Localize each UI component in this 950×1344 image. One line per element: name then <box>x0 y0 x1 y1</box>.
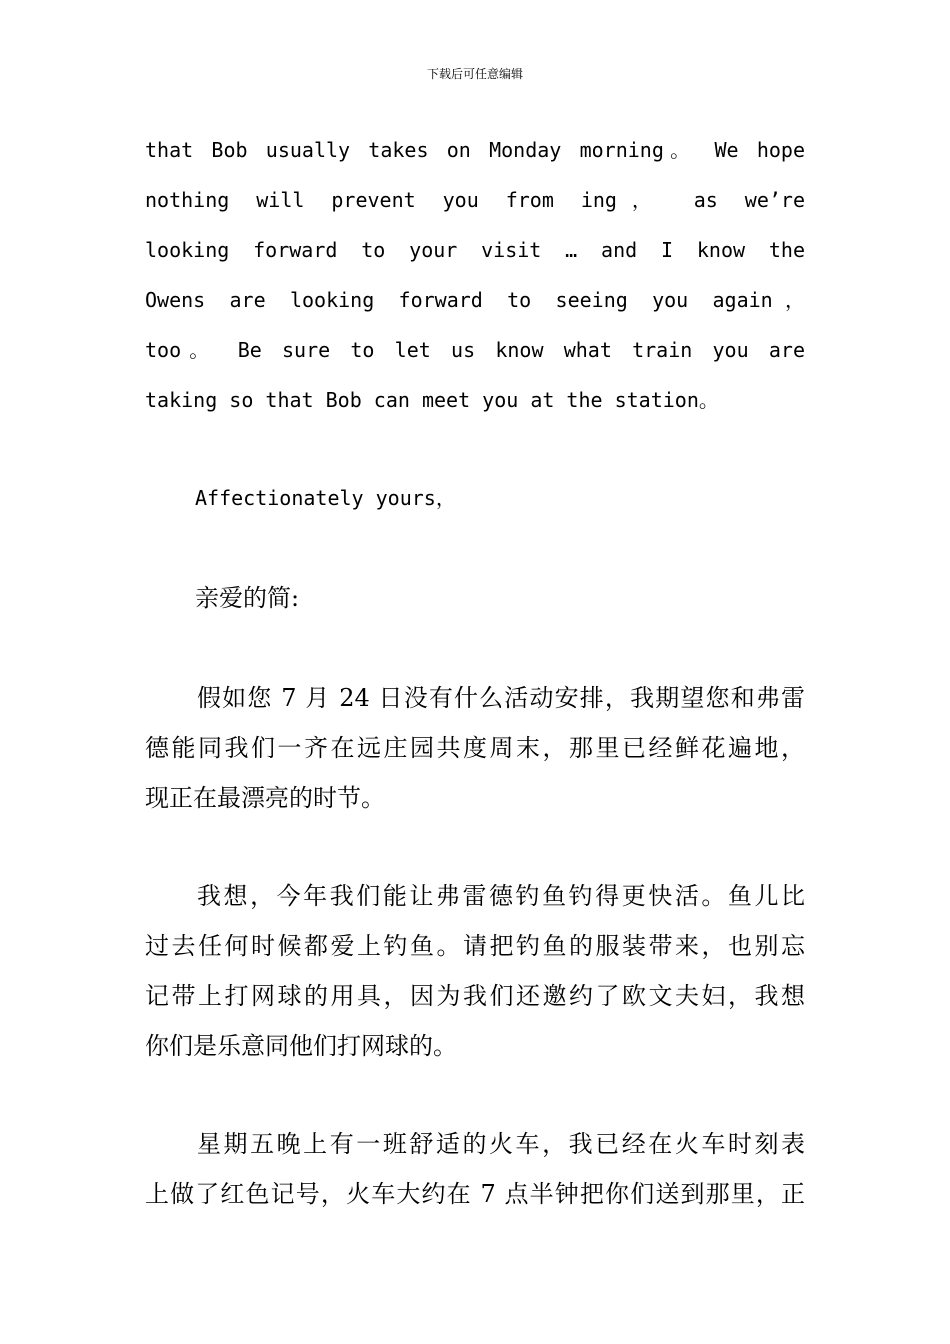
chinese-p3-line-2: 上做了红色记号，火车大约在 7 点半钟把你们送到那里，正 <box>145 1180 805 1208</box>
english-line-3: looking forward to your visit … and I know the <box>145 238 805 262</box>
page-header: 下载后可任意编辑 <box>426 67 523 81</box>
chinese-p2-line-3: 记带上打网球的用具，因为我们还邀约了欧文夫妇，我想 <box>145 982 805 1010</box>
english-letter-body <box>145 125 805 425</box>
chinese-p2-line-4: 你们是乐意同他们打网球的。 <box>145 1032 457 1060</box>
english-line-5: too。 Be sure to let us know what train you are <box>145 338 805 362</box>
chinese-p1-line-2: 德能同我们一齐在远庄园共度周末，那里已经鲜花遍地， <box>145 734 805 762</box>
english-line-6: taking so that Bob can meet you at the station。 <box>145 388 719 412</box>
letter-closing: Affectionately yours， <box>195 486 456 510</box>
chinese-p2-line-2: 过去任何时候都爱上钓鱼。请把钓鱼的服装带来，也别忘 <box>145 932 805 960</box>
chinese-p2-line-1: 我想，今年我们能让弗雷德钓鱼钓得更快活。鱼儿比 <box>197 882 805 910</box>
chinese-p1-line-3: 现正在最漂亮的时节。 <box>145 784 385 812</box>
chinese-p1-line-1: 假如您 7 月 24 日没有什么活动安排，我期望您和弗雷 <box>197 684 805 712</box>
chinese-greeting: 亲爱的简: <box>195 584 300 612</box>
chinese-p3-line-1: 星期五晚上有一班舒适的火车，我已经在火车时刻表 <box>197 1130 805 1158</box>
chinese-paragraph-2 <box>145 871 805 1071</box>
english-line-2: nothing will prevent you from ing， as we’re <box>145 188 805 212</box>
chinese-paragraph-1 <box>145 673 805 823</box>
english-line-1: that Bob usually takes on Monday morning。 We hope <box>145 138 805 162</box>
english-line-4: Owens are looking forward to seeing you again， <box>145 288 805 312</box>
chinese-paragraph-3 <box>145 1119 805 1219</box>
